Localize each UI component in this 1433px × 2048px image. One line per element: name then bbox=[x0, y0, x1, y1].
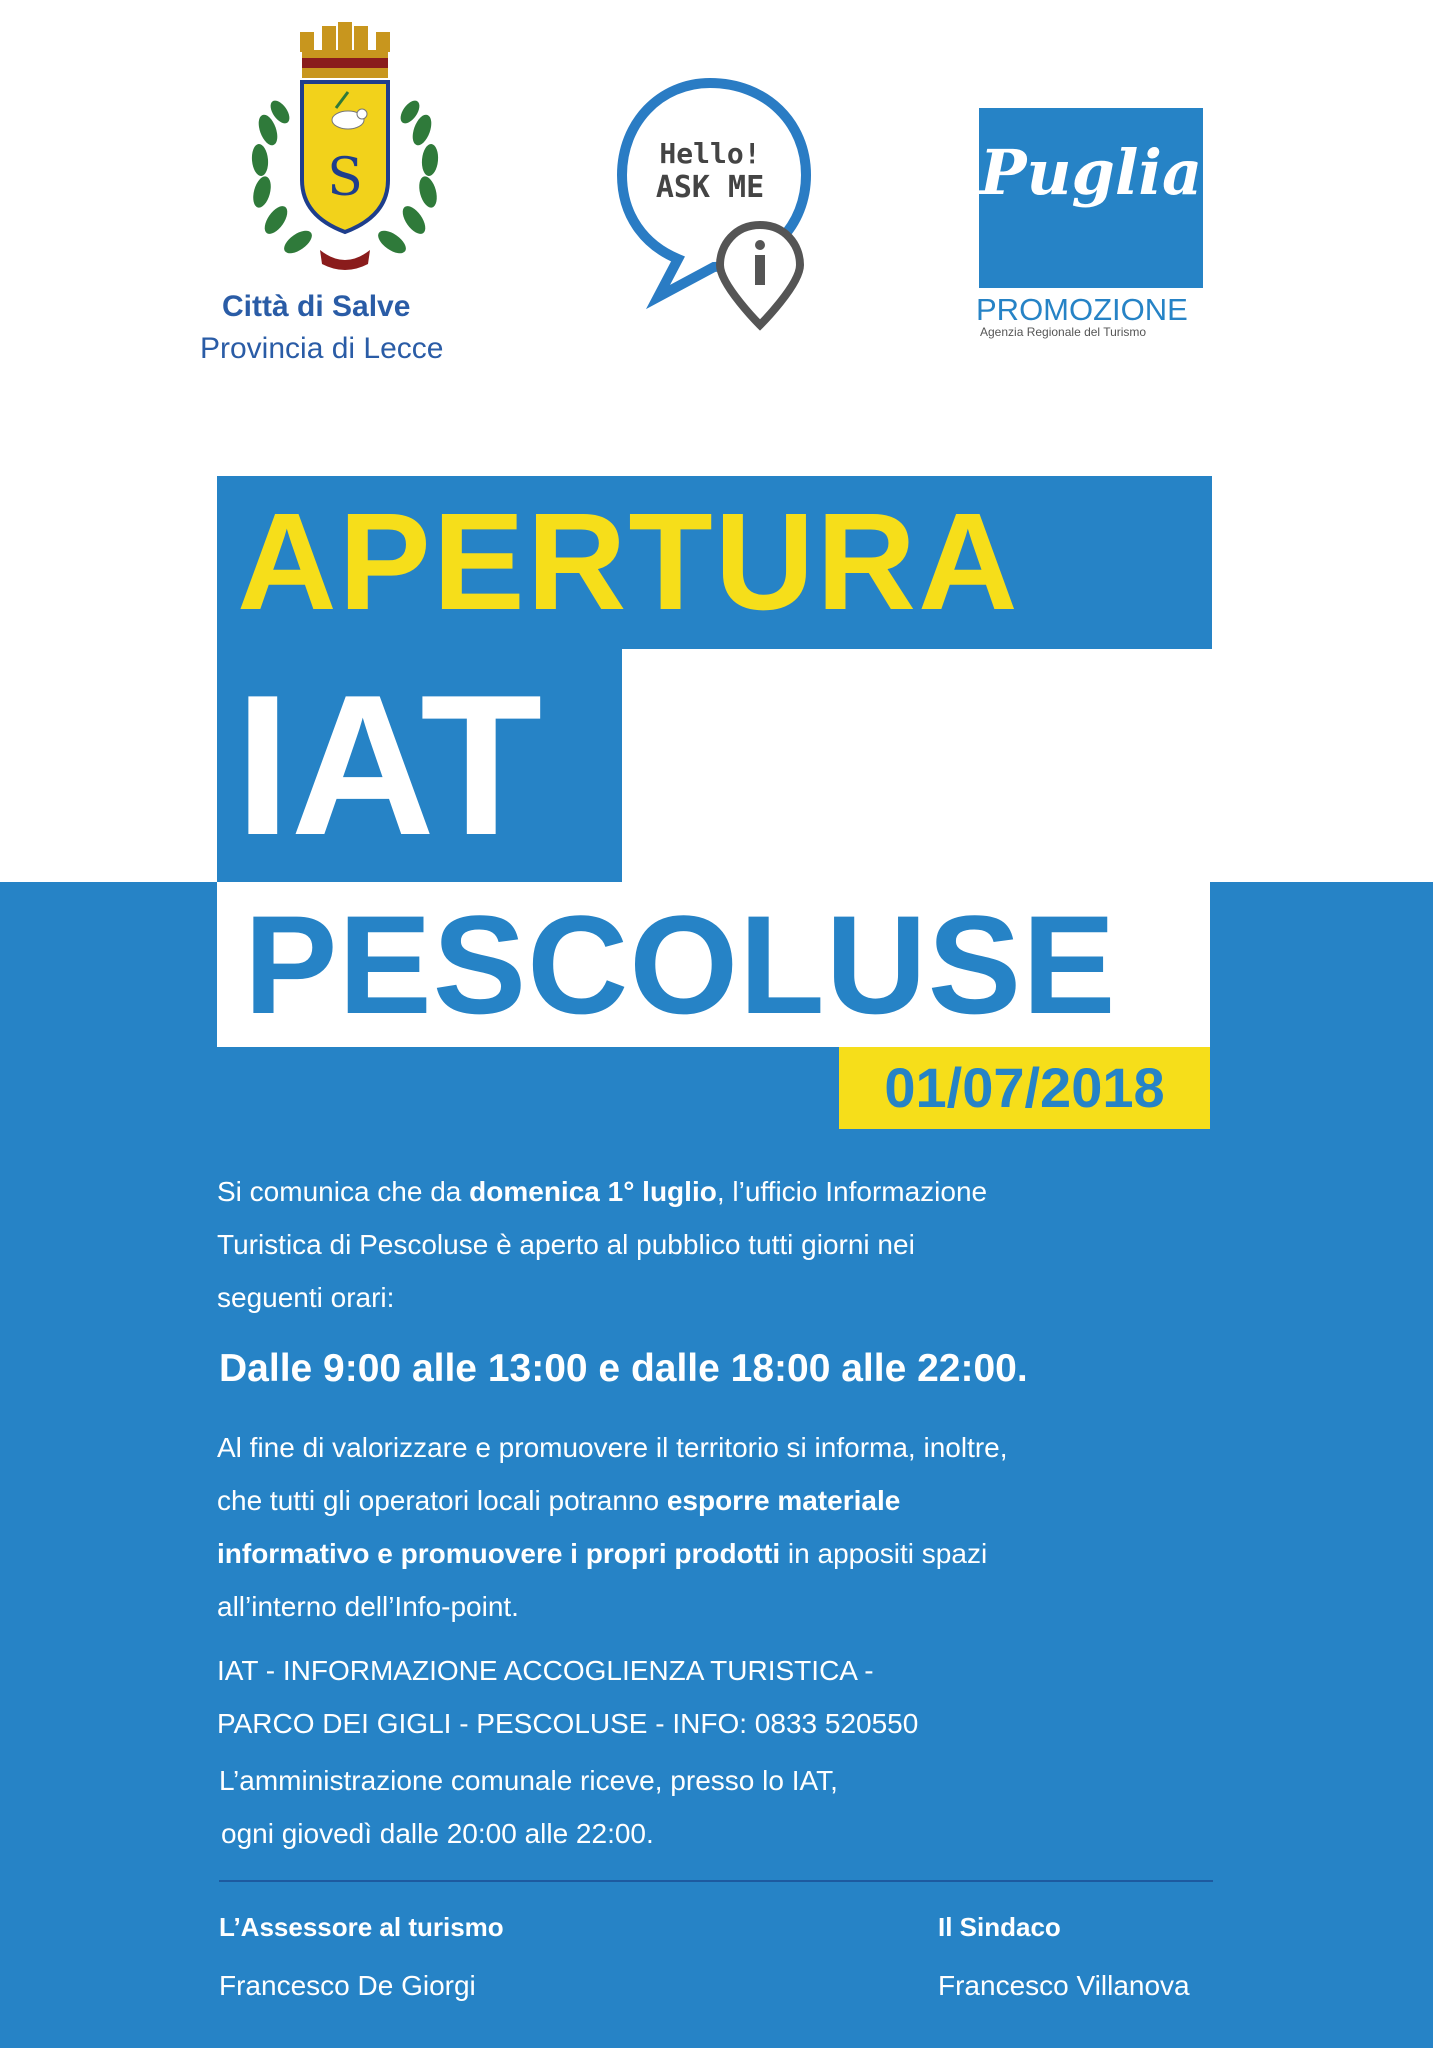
province-name: Provincia di Lecce bbox=[200, 332, 444, 365]
iat-caption-line-1: IAT - INFORMAZIONE ACCOGLIENZA TURISTICA - bbox=[217, 1655, 874, 1686]
text-span: , l’ufficio Informazione bbox=[716, 1176, 988, 1207]
paragraph-1-line-3: seguenti orari: bbox=[217, 1282, 395, 1313]
paragraph-2-line-2 bbox=[217, 1485, 900, 1517]
speech-bubble-icon bbox=[610, 75, 830, 345]
paragraph-1-line-1 bbox=[217, 1176, 987, 1208]
bold-text: informativo e promuovere i propri prodotti bbox=[217, 1538, 781, 1569]
sindaco-title: Il Sindaco bbox=[938, 1912, 1061, 1942]
title-apertura: APERTURA bbox=[217, 476, 1212, 649]
text-span: Si comunica che da bbox=[217, 1176, 470, 1207]
paragraph-2-line-4: all’interno dell’Info-point. bbox=[217, 1591, 519, 1622]
puglia-promozione-logo bbox=[979, 108, 1203, 288]
assessore-title: L’Assessore al turismo bbox=[219, 1912, 504, 1942]
puglia-promo-text: PROMOZIONE bbox=[976, 292, 1188, 327]
puglia-agency-text: Agenzia Regionale del Turismo bbox=[980, 325, 1147, 339]
paragraph-2-line-1: Al fine di valorizzare e promuovere il territorio si informa, inoltre, bbox=[217, 1432, 1008, 1463]
date-badge: 01/07/2018 bbox=[839, 1047, 1210, 1129]
svg-text:Hello!: Hello! bbox=[659, 137, 761, 170]
blue-background bbox=[0, 882, 1433, 2048]
paragraph-1-line-2: Turistica di Pescoluse è aperto al pubblico tutti giorni nei bbox=[217, 1229, 915, 1260]
iat-caption-line-2: PARCO DEI GIGLI - PESCOLUSE - INFO: 0833 520550 bbox=[217, 1708, 919, 1739]
paragraph-3-line-2: ogni giovedì dalle 20:00 alle 22:00. bbox=[221, 1818, 654, 1849]
assessore-name: Francesco De Giorgi bbox=[219, 1970, 476, 2001]
ask-me-logo bbox=[610, 75, 830, 345]
text-span: in appositi spazi bbox=[780, 1538, 988, 1569]
coat-of-arms-icon bbox=[240, 20, 450, 280]
sindaco-name: Francesco Villanova bbox=[938, 1970, 1190, 2001]
text-span: che tutti gli operatori locali potranno bbox=[217, 1485, 667, 1516]
paragraph-2-line-3 bbox=[217, 1538, 987, 1570]
bold-text: esporre materiale bbox=[666, 1485, 901, 1516]
city-name: Città di Salve bbox=[222, 290, 411, 323]
title-pescoluse: PESCOLUSE bbox=[217, 882, 1210, 1047]
signature-divider bbox=[219, 1880, 1213, 1882]
svg-text:S: S bbox=[327, 148, 363, 208]
svg-text:ASK ME: ASK ME bbox=[655, 170, 765, 205]
coat-of-arms-logo bbox=[240, 20, 450, 280]
puglia-wordmark: Puglia bbox=[979, 136, 1203, 209]
title-iat: IAT bbox=[217, 649, 622, 882]
opening-hours: Dalle 9:00 alle 13:00 e dalle 18:00 alle 22:00. bbox=[219, 1347, 1028, 1390]
paragraph-3-line-1: L’amministrazione comunale riceve, presso lo IAT, bbox=[219, 1765, 838, 1796]
bold-date-text: domenica 1° luglio bbox=[469, 1176, 717, 1207]
